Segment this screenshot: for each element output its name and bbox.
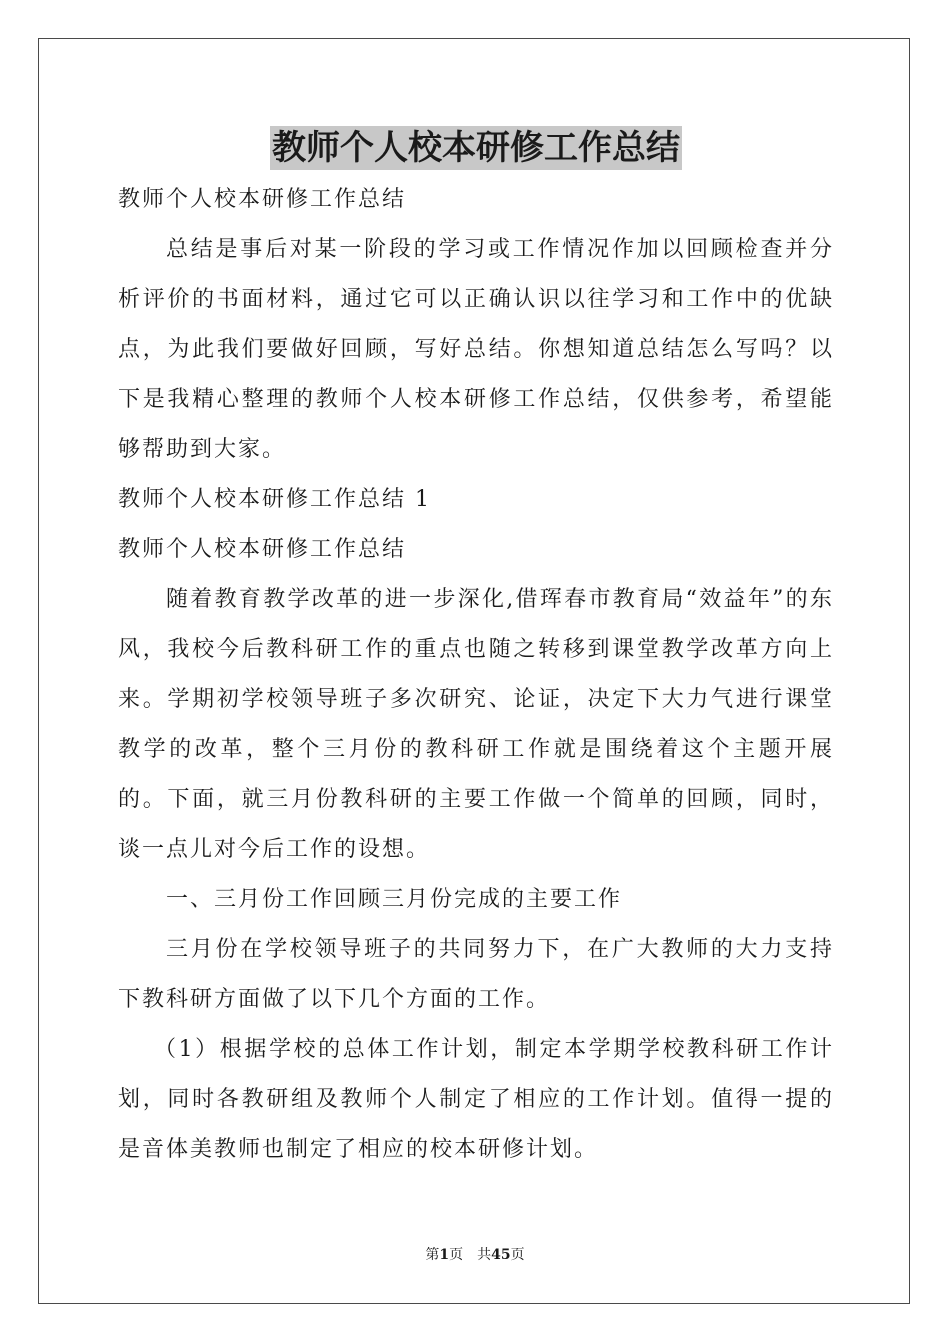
paragraph-body-1: 随着教育教学改革的进一步深化,借珲春市教育局“效益年”的东风，我校今后教科研工作的重点也随之转移到课堂教学改革方向上来。学期初学校领导班子多次研究、论证，决定下大力气进行课堂教学的改革，整个三月份的教科研工作就是围绕着这个主题开展的。下面，就三月份教科研的主要工作做一个简单的回顾，同时，谈一点儿对今后工作的设想。 — [118, 587, 834, 862]
footer-total-pages: 45 — [491, 1247, 511, 1263]
page-footer — [0, 1245, 950, 1265]
footer-total-prefix: 共 — [477, 1247, 492, 1263]
paragraph-subtitle: 教师个人校本研修工作总结 — [118, 187, 407, 212]
footer-page-prefix: 第 — [425, 1247, 440, 1263]
paragraph-body-2: 三月份在学校领导班子的共同努力下，在广大教师的大力支持下教科研方面做了以下几个方面的工作。 — [118, 937, 834, 1012]
paragraph-section-title: 教师个人校本研修工作总结 — [118, 537, 407, 562]
paragraph-body-3: （1）根据学校的总体工作计划，制定本学期学校教科研工作计划，同时各教研组及教师个人制定了相应的工作计划。值得一提的是音体美教师也制定了相应的校本研修计划。 — [118, 1037, 834, 1162]
paragraph-intro: 总结是事后对某一阶段的学习或工作情况作加以回顾检查并分析评价的书面材料，通过它可以正确认识以往学习和工作中的优缺点，为此我们要做好回顾，写好总结。你想知道总结怎么写吗？以下是我精心整理的教师个人校本研修工作总结，仅供参考，希望能够帮助到大家。 — [118, 237, 834, 462]
document-title: 教师个人校本研修工作总结 — [272, 128, 680, 168]
paragraph-heading-review: 一、三月份工作回顾三月份完成的主要工作 — [166, 887, 623, 912]
document-body — [118, 175, 834, 1175]
footer-page-current: 1 — [439, 1247, 450, 1263]
footer-page-unit: 页 — [449, 1247, 464, 1263]
title-wrap — [118, 126, 834, 170]
paragraph-section-heading: 教师个人校本研修工作总结 1 — [118, 487, 431, 512]
footer-total-unit: 页 — [510, 1247, 525, 1263]
